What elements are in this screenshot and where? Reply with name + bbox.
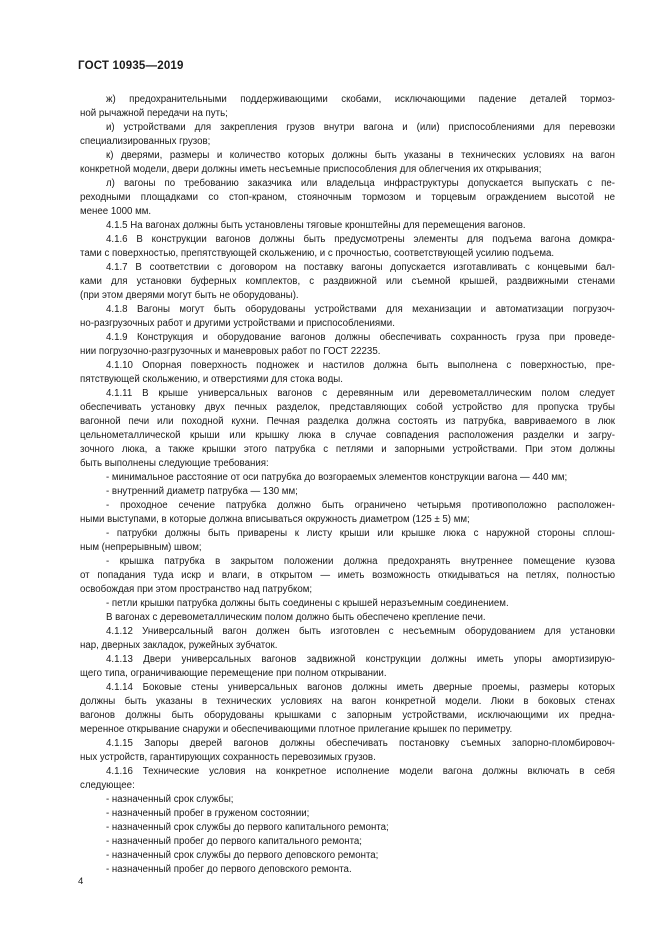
text-line: 4.1.11 В крыше универсальных вагонов с деревянным или деревометаллическим полом следует xyxy=(106,388,615,399)
text-line: - назначенный пробег до первого деповского ремонта. xyxy=(106,864,352,875)
text-line: ных устройств, гарантирующих сохранность перевозимых грузов. xyxy=(80,752,376,763)
text-line: следующее: xyxy=(80,780,135,791)
text-line: конкретной модели, двери должны иметь несъемные приспособления для облегчения их открывания; xyxy=(80,164,542,175)
text-line: должны быть указаны в технических условиях на вагон конкретной модели. Люки в боковых стенах xyxy=(80,696,615,707)
document-title: ГОСТ 10935—2019 xyxy=(78,60,184,72)
text-line: быть выполнены следующие требования: xyxy=(80,458,269,469)
text-line: ными выступами, в которые должна вписываться окружность диаметром (125 ± 5) мм; xyxy=(80,514,470,525)
text-line: л) вагоны по требованию заказчика или владельца инфраструктуры допускается выпускать с пе- xyxy=(106,178,615,189)
text-line: 4.1.16 Технические условия на конкретное исполнение модели вагона должны включать в себя xyxy=(106,766,615,777)
text-line: зочного люка, а также крышки этого патрубка с петлями и запорными устройствами. При этом должны xyxy=(80,444,615,455)
text-line: - петли крышки патрубка должны быть соединены с крышей неразъемным соединением. xyxy=(106,598,509,609)
text-line: тами с поверхностью, препятствующей скольжению, и с прочностью, соответствующей усилию подъема. xyxy=(80,248,555,259)
page-number: 4 xyxy=(78,876,84,887)
text-line: 4.1.10 Опорная поверхность подножек и настилов должна быть выполнена с поверхностью, пре- xyxy=(106,360,615,371)
text-line: 4.1.7 В соответствии с договором на поставку вагоны допускается изготавливать с концевыми бал- xyxy=(106,262,615,273)
text-line: - назначенный пробег в груженом состоянии; xyxy=(106,808,310,819)
text-line: освобождая при этом пространство над патрубком; xyxy=(80,584,313,595)
text-line: - назначенный срок службы; xyxy=(106,794,234,805)
text-line: от попадания туда искр и влаги, в открытом — иметь возможность откидываться на петлях, полностью xyxy=(80,570,615,581)
text-line: нии погрузочно-разгрузочных и маневровых работ по ГОСТ 22235. xyxy=(80,346,381,357)
text-line: и) устройствами для закрепления грузов внутри вагона и (или) приспособлениями для перевозки xyxy=(106,122,615,133)
text-line: - крышка патрубка в закрытом положении должна предохранять внутреннее помещение кузова xyxy=(106,556,615,567)
text-line: 4.1.9 Конструкция и оборудование вагонов должны обеспечивать сохранность груза при проведе- xyxy=(106,332,615,343)
text-line: ной рычажной передачи на путь; xyxy=(80,108,228,119)
text-line: 4.1.12 Универсальный вагон должен быть изготовлен с несъемным оборудованием для установки xyxy=(106,626,615,637)
text-line: ным (непрерывным) швом; xyxy=(80,542,202,553)
document-body xyxy=(80,93,615,877)
text-line: обеспечивать установку двух печных разделок, представляющих собой устройство для пропуска трубы xyxy=(80,402,615,413)
text-line: но-разгрузочных работ и другими устройствами и приспособлениями. xyxy=(80,318,395,329)
text-line: - патрубки должны быть приварены к листу крыши или крышке люка с наружной стороны сплош- xyxy=(106,528,615,539)
text-line: - назначенный пробег до первого капитального ремонта; xyxy=(106,836,362,847)
text-line: - внутренний диаметр патрубка — 130 мм; xyxy=(106,486,298,497)
text-line: 4.1.13 Двери универсальных вагонов задвижной конструкции должны иметь упоры амортизирую- xyxy=(106,654,615,665)
text-line: 4.1.6 В конструкции вагонов должны быть предусмотрены элементы для подъема вагона домкра- xyxy=(106,234,615,245)
text-line: нар, дверных закладок, ружейных зубчаток. xyxy=(80,640,278,651)
text-line: В вагонах с деревометаллическим полом должно быть обеспечено крепление печи. xyxy=(106,612,486,623)
text-line: щего типа, ограничивающие перемещение при полном открывании. xyxy=(80,668,387,679)
text-line: - проходное сечение патрубка должно быть ограничено четырьмя противоположно расположен- xyxy=(106,500,615,511)
text-line: - минимальное расстояние от оси патрубка до возгораемых элементов конструкции вагона — 440 мм; xyxy=(106,472,568,483)
text-line: 4.1.15 Запоры дверей вагонов должны обеспечивать постановку съемных запорно-пломбировоч- xyxy=(106,738,615,749)
text-line: 4.1.5 На вагонах должны быть установлены тяговые кронштейны для перемещения вагонов. xyxy=(106,220,526,231)
text-line: пятствующей скольжению, и отверстиями для стока воды. xyxy=(80,374,343,385)
text-line: (при этом дверями могут быть не оборудованы). xyxy=(80,290,299,301)
text-line: специализированных грузов; xyxy=(80,136,211,147)
text-line: вагонов должны быть оборудованы крышками с запорным устройствами, исключающими их предна- xyxy=(80,710,615,721)
text-line: ж) предохранительными поддерживающими скобами, исключающими падение деталей тормоз- xyxy=(106,94,615,105)
text-line: меренное открывание снаружи и обеспечивающими плотное прилегание крышек по периметру. xyxy=(80,724,513,735)
text-line: к) дверями, размеры и количество которых должны быть указаны в технических условиях на вагон xyxy=(106,150,615,161)
text-line: 4.1.14 Боковые стены универсальных вагонов должны иметь дверные проемы, размеры которых xyxy=(106,682,615,693)
text-line: 4.1.8 Вагоны могут быть оборудованы устройствами для механизации и автоматизации погрузоч- xyxy=(106,304,615,315)
text-line: цельнометаллической крыши или крышку люка в случае совпадения расположения разделки и загру- xyxy=(80,430,615,441)
text-line: - назначенный срок службы до первого капитального ремонта; xyxy=(106,822,389,833)
text-line: вагонной печи или походной кухни. Печная разделка должна состоять из патрубка, вавриваемого в люк xyxy=(80,416,615,427)
text-line: менее 1000 мм. xyxy=(80,206,152,217)
text-line: ками для установки буферных комплектов, с раздвижной или съемной крышей, раздвижными стенами xyxy=(80,276,615,287)
text-line: - назначенный срок службы до первого деповского ремонта; xyxy=(106,850,379,861)
text-line: реходными площадками со стоп-краном, стояночным тормозом и торцевым ограждением высотой не xyxy=(80,192,615,203)
